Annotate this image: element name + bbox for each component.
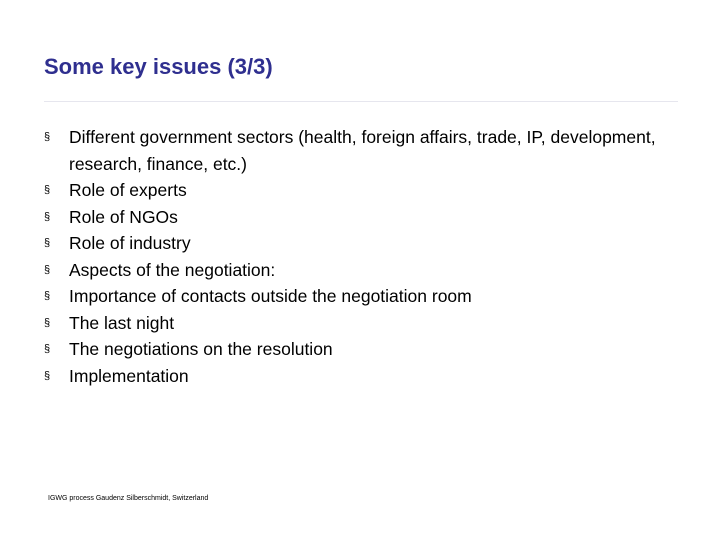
footer-note: IGWG process Gaudenz Silberschmidt, Switzerland (48, 495, 209, 502)
bullet-item (44, 310, 664, 337)
bullet-item (44, 363, 664, 390)
bullet-item (44, 204, 664, 231)
bullet-item (44, 124, 664, 177)
bullet-text: Implementation (69, 365, 189, 386)
bullet-marker-icon: § (44, 263, 51, 276)
bullet-text: Different government sectors (health, foreign affairs, trade, IP, development, research, finance, etc.) (69, 127, 656, 174)
bullet-text: The negotiations on the resolution (69, 339, 333, 359)
bullet-item (44, 257, 664, 284)
bullet-marker-icon: § (44, 131, 51, 143)
bullet-marker-icon: § (44, 237, 51, 249)
bullet-item (44, 230, 664, 257)
bullet-marker-icon: § (44, 184, 51, 196)
bullet-marker-icon: § (44, 343, 51, 355)
bullet-item (44, 283, 664, 310)
bullet-text: Role of experts (69, 180, 187, 200)
bullet-marker-icon: § (44, 369, 51, 382)
bullet-marker-icon: § (44, 290, 51, 302)
bullet-item (44, 177, 664, 204)
title-divider (44, 101, 678, 102)
slide-title: Some key issues (3/3) (44, 54, 273, 79)
bullet-text: Aspects of the negotiation: (69, 259, 276, 280)
bullet-item (44, 336, 664, 363)
bullet-list (44, 124, 664, 389)
bullet-marker-icon: § (44, 210, 51, 223)
bullet-marker-icon: § (44, 316, 51, 329)
bullet-text: Role of industry (69, 233, 191, 253)
bullet-text: Importance of contacts outside the negotiation room (69, 286, 472, 306)
bullet-text: Role of NGOs (69, 206, 178, 227)
bullet-text: The last night (69, 312, 175, 333)
